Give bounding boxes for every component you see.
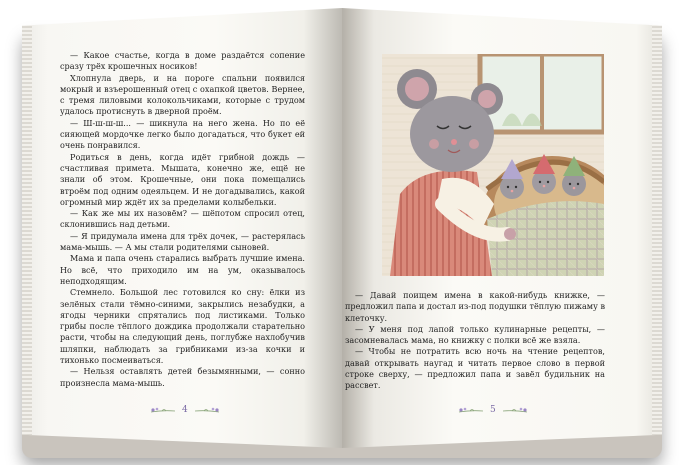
paragraph: — Давай поищем имена в какой-нибудь книжке, — предложил папа и достал из-под подушки тёплую пижаму в клеточку. [345, 290, 605, 323]
paragraph: — У меня под лапой только кулинарные рецепты, — засомневалась мама, но книжку с полки всё же взяла. [345, 323, 605, 346]
paragraph: Мама и папа очень старались выбрать лучшие имена. Но всё, что приходило им на ум, оказывалось неподходящим. [60, 253, 305, 286]
paragraph: — Ш-ш-ш-ш... — шикнула на него жена. Но по её сияющей мордочке легко было догадаться, что букет ей очень понравился. [60, 117, 305, 151]
page-number: 4 [182, 405, 188, 415]
left-page-footer [150, 405, 220, 415]
right-page-footer [458, 405, 528, 415]
paragraph: — Какое счастье, когда в доме раздаётся сопение сразу трёх крошечных носиков! [60, 50, 305, 72]
paragraph: Стемнело. Большой лес готовился ко сну: ёлки из зелёных стали тёмно-синими, закрылись незабудки, а ягоды черники спрятались под листиками. Только грибы после тёплого дождика продолжали старательно расти, чтобы на следующий день, поглубже нахлобучив шляпки, наблюдать за грибниками из-за кочки и тихонько посмеиваться. [60, 287, 305, 366]
flower-sprig-icon [458, 405, 484, 415]
paragraph: — Нельзя оставлять детей безымянными, — сонно произнесла мама-мышь. [60, 366, 305, 388]
right-page-text [345, 290, 605, 392]
paragraph: — Чтобы не потратить всю ночь на чтение рецептов, давай открывать наугад и читать первое слово в первой строке сверху, — предложил папа и завёл будильник на рассвет. [345, 346, 605, 391]
page-edge [652, 22, 662, 437]
left-page-text [60, 50, 305, 389]
page-number: 5 [490, 405, 496, 415]
flower-sprig-icon [502, 405, 528, 415]
paragraph: Хлопнула дверь, и на пороге спальни появился мокрый и взъерошенный отец с охапкой цветов. Вернее, с тремя лиловыми колокольчиками, которые с трудом удалось протиснуть в дверной проём. [60, 72, 305, 117]
page-edge [22, 22, 32, 437]
mouse-family-illustration [382, 54, 604, 276]
paragraph: — Я придумала имена для трёх дочек, — растерялась мама-мышь. — А мы стали родителями сыновей. [60, 230, 305, 253]
paragraph: — Как же мы их назовём? — шёпотом спросил отец, склонившись над детьми. [60, 208, 305, 230]
paragraph: Родиться в день, когда идёт грибной дождь — счастливая примета. Мышата, конечно же, ещё не знали об этом. Крошечные, они пока помещались втроём под одним одеяльцем. И не догадывались, какой огромный мир ждёт их за пределами колыбельки. [60, 151, 305, 207]
flower-sprig-icon [194, 405, 220, 415]
flower-sprig-icon [150, 405, 176, 415]
